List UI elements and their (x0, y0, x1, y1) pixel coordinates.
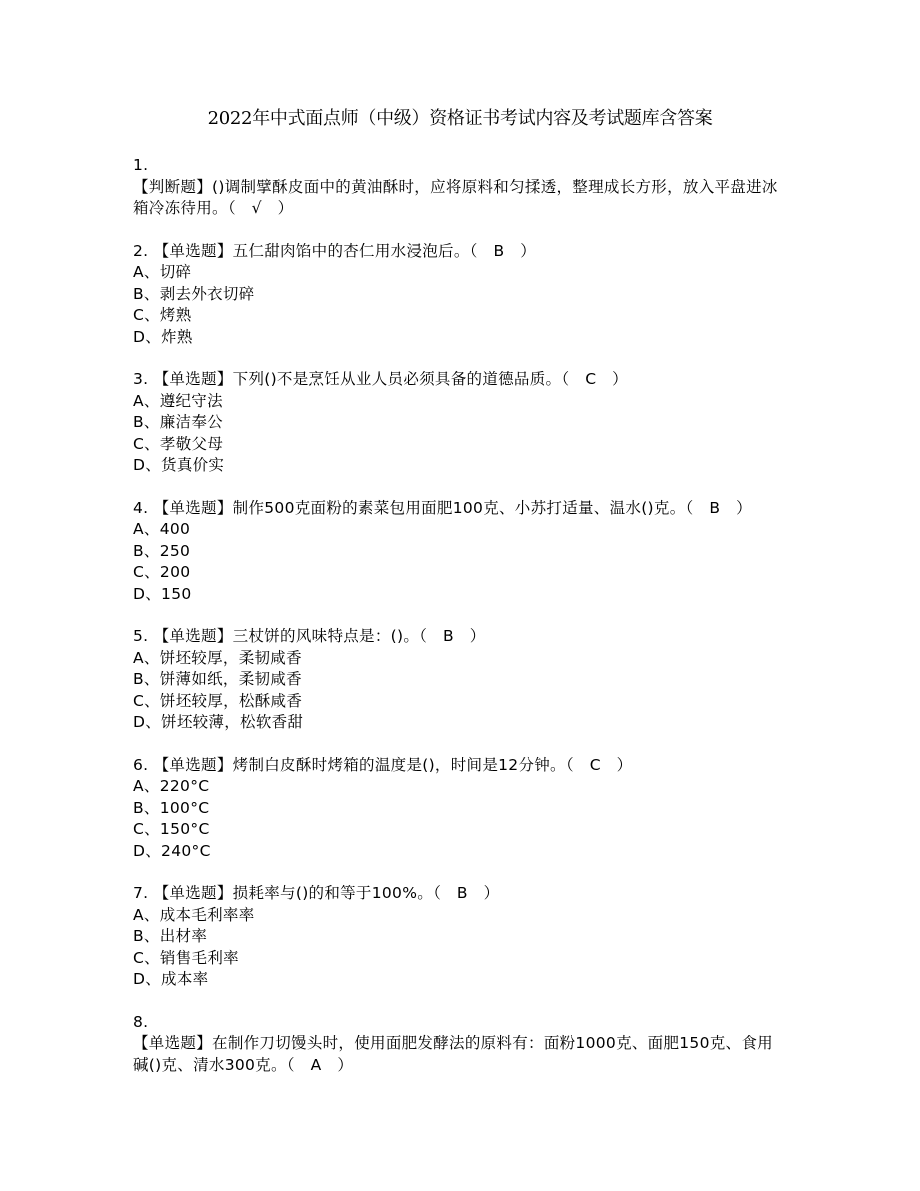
question-number: 1. (133, 156, 149, 174)
question-type: 【单选题】 (153, 627, 233, 645)
option-d: D、150 (133, 584, 192, 603)
question-answer: （ A ） (286, 1055, 354, 1074)
question-number: 5. (133, 627, 149, 645)
option-b: B、剥去外衣切碎 (133, 284, 255, 303)
question-answer: （ B ） (419, 627, 486, 645)
question-2 (133, 241, 783, 349)
option-c: C、孝敬父母 (133, 434, 224, 453)
question-answer: （ C ） (565, 755, 633, 774)
question-6 (133, 755, 783, 863)
question-text: 三杖饼的风味特点是：()。 (232, 627, 420, 645)
question-answer: （ B ） (433, 884, 500, 902)
question-type: 【单选题】 (153, 370, 233, 388)
question-4 (133, 498, 783, 606)
option-c: C、200 (133, 563, 191, 581)
question-text: 下列()不是烹饪从业人员必须具备的道德品质。 (232, 370, 562, 388)
question-number: 3. (133, 370, 149, 388)
question-answer: （ C ） (561, 370, 628, 388)
question-number: 6. (133, 755, 149, 774)
option-a: A、饼坯较厚，柔韧咸香 (133, 648, 302, 667)
option-b: B、100°C (133, 798, 210, 817)
option-d: D、240°C (133, 841, 211, 860)
question-type: 【判断题】 (133, 177, 213, 196)
option-c: C、烤熟 (133, 306, 192, 324)
question-type: 【单选题】 (153, 755, 233, 774)
question-stem (133, 498, 783, 520)
option-c: C、150°C (133, 820, 210, 838)
option-d: D、饼坯较薄，松软香甜 (133, 713, 304, 731)
question-text: ()调制擘酥皮面中的黄油酥时，应将原料和匀揉透，整理成长方形，放入平盘进冰箱冷冻待用。 (133, 177, 778, 217)
question-answer: （ √ ） (227, 199, 294, 217)
question-number: 8. (133, 1012, 149, 1031)
option-a: A、400 (133, 520, 191, 538)
question-stem (133, 626, 783, 648)
option-a: A、220°C (133, 777, 210, 795)
question-7 (133, 883, 783, 991)
option-c: C、饼坯较厚，松酥咸香 (133, 691, 303, 710)
option-c: C、销售毛利率 (133, 948, 239, 967)
option-d: D、货真价实 (133, 456, 225, 474)
option-b: B、饼薄如纸，柔韧咸香 (133, 670, 302, 688)
question-stem (133, 1033, 783, 1076)
question-stem (133, 369, 783, 391)
question-type: 【单选题】 (153, 498, 233, 517)
question-answer: （ B ） (685, 498, 752, 517)
option-d: D、炸熟 (133, 327, 193, 346)
question-text: 在制作刀切馒头时，使用面肥发酵法的原料有：面粉1000克、面肥150克、食用碱()克、清水300克。 (133, 1034, 773, 1074)
question-stem (133, 755, 783, 777)
document-title: 2022年中式面点师（中级）资格证书考试内容及考试题库含答案 (207, 108, 713, 129)
question-list (133, 155, 783, 1097)
option-b: B、250 (133, 541, 191, 560)
question-type: 【单选题】 (153, 241, 233, 260)
question-text: 损耗率与()的和等于100%。 (232, 884, 434, 902)
question-type: 【单选题】 (153, 884, 233, 902)
option-a: A、切碎 (133, 263, 192, 281)
question-stem (133, 241, 783, 263)
question-number: 4. (133, 498, 149, 517)
option-a: A、遵纪守法 (133, 391, 223, 410)
question-answer: （ B ） (469, 241, 537, 260)
question-text: 烤制白皮酥时烤箱的温度是()，时间是12分钟。 (232, 755, 566, 774)
option-b: B、廉洁奉公 (133, 413, 223, 431)
question-8 (133, 1012, 783, 1077)
question-1 (133, 155, 783, 220)
option-b: B、出材率 (133, 927, 208, 945)
question-type: 【单选题】 (133, 1034, 213, 1052)
question-number: 2. (133, 241, 149, 260)
question-text: 制作500克面粉的素菜包用面肥100克、小苏打适量、温水()克。 (232, 498, 686, 517)
question-stem (133, 177, 783, 220)
question-number: 7. (133, 884, 149, 902)
question-text: 五仁甜肉馅中的杏仁用水浸泡后。 (232, 241, 470, 260)
option-d: D、成本率 (133, 970, 209, 988)
question-stem (133, 883, 783, 905)
option-a: A、成本毛利率率 (133, 905, 255, 924)
question-5 (133, 626, 783, 734)
question-3 (133, 369, 783, 477)
